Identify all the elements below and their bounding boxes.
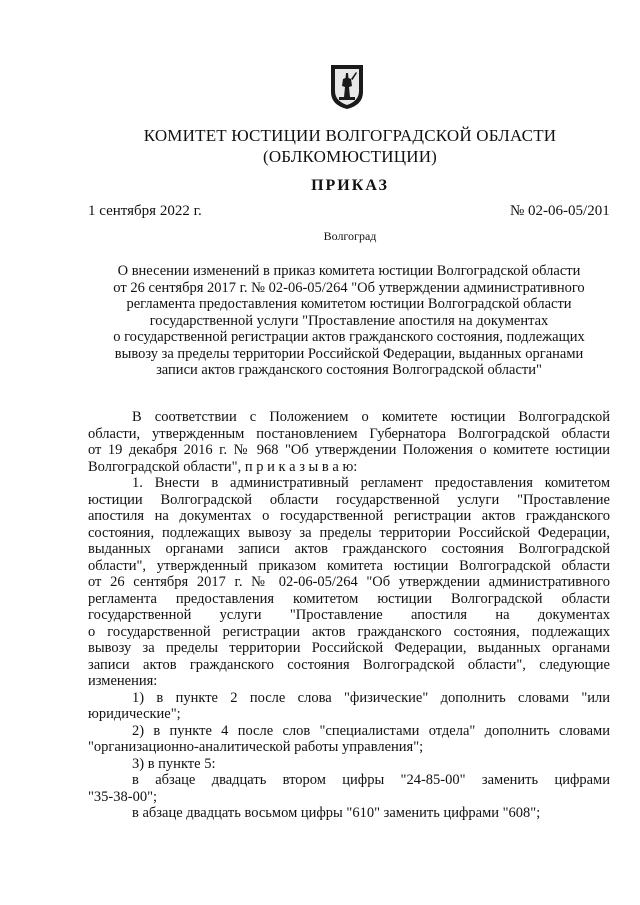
committee-name: КОМИТЕТ ЮСТИЦИИ ВОЛГОГРАДСКОЙ ОБЛАСТИ	[143, 126, 557, 145]
body-line: юстиции Волгоградской области государственной услуги "Проставление	[88, 491, 610, 508]
body-line: В соответствии с Положением о комитете юстиции Волгоградской	[132, 409, 610, 425]
order-number: № 02-06-05/201	[510, 203, 610, 219]
body-line: вывозу за пределы территории Российской Федерации, выданных органами	[88, 640, 610, 656]
committee-abbreviation: (ОБЛКОМЮСТИЦИИ)	[262, 147, 438, 166]
body-line: "35-38-00";	[88, 788, 158, 805]
subject-line: от 26 сентября 2017 г. № 02-06-05/264 "Об утверждении административного	[113, 279, 585, 296]
subject-line: государственной услуги "Проставление апостиля на документах	[149, 312, 549, 329]
order-city: Волгоград	[323, 229, 377, 243]
subject-line: регламента предоставления комитетом юстиции Волгоградской области	[126, 296, 572, 312]
body-line: от 19 декабря 2016 г. № 968 "Об утверждении Положения о комитете юстиции	[88, 442, 610, 458]
body-line: юридические";	[88, 706, 181, 722]
body-line: 1) в пункте 2 после слова "физические" дополнить словами "или	[132, 689, 610, 706]
body-line: "организационно-аналитической работы управления";	[88, 739, 424, 755]
body-line: области", утвержденный приказом комитета юстиции Волгоградской области	[88, 557, 610, 574]
volgograd-coat-of-arms-emblem	[330, 64, 364, 110]
body-line: записи актов гражданского состояния Волгоградской области", следующие	[88, 656, 610, 673]
body-line: государственной услуги "Проставление апостиля на документах	[88, 607, 610, 623]
subject-line: записи актов гражданского состояния Волгоградской области"	[156, 362, 542, 378]
body-line: Волгоградской области", п р и к а з ы в а ю:	[88, 458, 358, 475]
body-line: 1. Внести в административный регламент предоставления комитетом	[132, 475, 610, 491]
body-line: апостиля на документах о государственной регистрации актов гражданского	[88, 508, 610, 524]
body-line: о государственной регистрации актов гражданского состояния, подлежащих	[88, 623, 610, 640]
order-body	[88, 409, 610, 822]
subject-line: вывозу за пределы территории Российской Федерации, выданных органами	[114, 345, 584, 362]
body-line: в абзаце двадцать втором цифры "24-85-00" заменить цифрами	[132, 772, 610, 788]
body-line: в абзаце двадцать восьмом цифры "610" заменить цифрами "608";	[132, 805, 541, 821]
body-line: области, утвержденным постановлением Губернатора Волгоградской области	[88, 425, 610, 442]
body-line: 2) в пункте 4 после слов "специалистами отдела" дополнить словами	[132, 722, 610, 739]
body-line: 3) в пункте 5:	[132, 755, 216, 772]
body-line: от 26 сентября 2017 г. № 02-06-05/264 "Об утверждении административного	[88, 574, 610, 590]
order-subject	[88, 263, 610, 379]
order-date: 1 сентября 2022 г.	[88, 203, 202, 219]
body-line: состояния, подлежащих вывозу за пределы территории Российской Федерации,	[88, 524, 610, 541]
subject-line: о государственной регистрации актов гражданского состояния, подлежащих	[113, 329, 585, 345]
body-line: выданных органами записи актов гражданского состояния Волгоградской	[88, 541, 610, 557]
body-line: регламента предоставления комитетом юстиции Волгоградской области	[88, 590, 610, 607]
body-line: изменения:	[88, 673, 158, 689]
order-title: ПРИКАЗ	[311, 177, 389, 194]
subject-line: О внесении изменений в приказ комитета юстиции Волгоградской области	[117, 263, 581, 279]
